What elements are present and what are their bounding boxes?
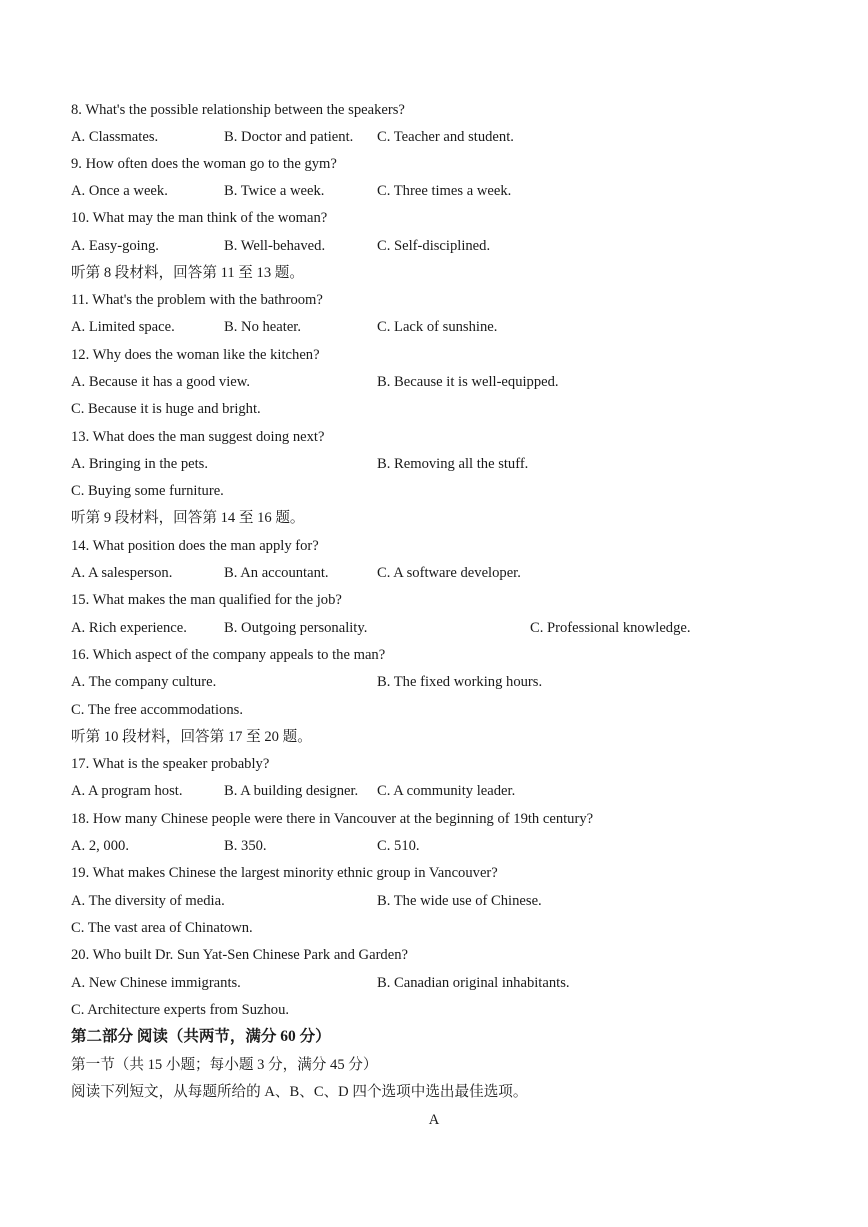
q13-option-a: A. Bringing in the pets. xyxy=(71,456,209,472)
question-16: 16. Which aspect of the company appeals to the man? xyxy=(71,647,386,663)
section-1-title: 第一节（共 15 小题；每小题 3 分，满分 45 分） xyxy=(71,1057,378,1073)
q8-option-c: C. Teacher and student. xyxy=(377,129,514,145)
q10-option-c: C. Self-disciplined. xyxy=(377,238,491,254)
q14-option-c: C. A software developer. xyxy=(377,565,521,581)
question-12: 12. Why does the woman like the kitchen? xyxy=(71,347,320,363)
q19-option-a: A. The diversity of media. xyxy=(71,893,225,909)
q11-option-a: A. Limited space. xyxy=(71,319,175,335)
q18-option-b: B. 350. xyxy=(224,838,267,854)
q19-option-b: B. The wide use of Chinese. xyxy=(377,893,542,909)
q18-option-a: A. 2, 000. xyxy=(71,838,129,854)
q14-option-b: B. An accountant. xyxy=(224,565,329,581)
q17-option-c: C. A community leader. xyxy=(377,783,516,799)
question-19: 19. What makes Chinese the largest minority ethnic group in Vancouver? xyxy=(71,865,498,881)
q13-option-c: C. Buying some furniture. xyxy=(71,483,224,499)
q17-option-a: A. A program host. xyxy=(71,783,183,799)
question-9: 9. How often does the woman go to the gym? xyxy=(71,156,337,172)
question-18: 18. How many Chinese people were there in Vancouver at the beginning of 19th century? xyxy=(71,811,594,827)
question-17: 17. What is the speaker probably? xyxy=(71,756,270,772)
q20-option-a: A. New Chinese immigrants. xyxy=(71,975,241,991)
segment-8-instruction: 听第 8 段材料，回答第 11 至 13 题。 xyxy=(71,265,304,281)
part-2-title: 第二部分 阅读（共两节，满分 60 分） xyxy=(71,1028,331,1045)
question-13: 13. What does the man suggest doing next? xyxy=(71,429,325,445)
q16-option-a: A. The company culture. xyxy=(71,674,217,690)
q9-option-a: A. Once a week. xyxy=(71,183,168,199)
q13-option-b: B. Removing all the stuff. xyxy=(377,456,529,472)
q12-option-a: A. Because it has a good view. xyxy=(71,374,250,390)
q12-option-c: C. Because it is huge and bright. xyxy=(71,401,261,417)
q20-option-c: C. Architecture experts from Suzhou. xyxy=(71,1002,290,1018)
q17-option-b: B. A building designer. xyxy=(224,783,359,799)
q20-option-b: B. Canadian original inhabitants. xyxy=(377,975,570,991)
question-11: 11. What's the problem with the bathroom? xyxy=(71,292,323,308)
q15-option-b: B. Outgoing personality. xyxy=(224,620,368,636)
q19-option-c: C. The vast area of Chinatown. xyxy=(71,920,253,936)
q10-option-a: A. Easy-going. xyxy=(71,238,159,254)
q18-option-c: C. 510. xyxy=(377,838,420,854)
q15-option-a: A. Rich experience. xyxy=(71,620,187,636)
q10-option-b: B. Well-behaved. xyxy=(224,238,326,254)
question-15: 15. What makes the man qualified for the job? xyxy=(71,592,342,608)
q8-option-b: B. Doctor and patient. xyxy=(224,129,354,145)
q16-option-b: B. The fixed working hours. xyxy=(377,674,543,690)
question-10: 10. What may the man think of the woman? xyxy=(71,210,328,226)
question-14: 14. What position does the man apply for? xyxy=(71,538,319,554)
q9-option-b: B. Twice a week. xyxy=(224,183,325,199)
q16-option-c: C. The free accommodations. xyxy=(71,702,243,718)
question-8: 8. What's the possible relationship between the speakers? xyxy=(71,102,405,118)
q15-option-c: C. Professional knowledge. xyxy=(530,620,691,636)
q9-option-c: C. Three times a week. xyxy=(377,183,512,199)
reading-directions: 阅读下列短文，从每题所给的 A、B、C、D 四个选项中选出最佳选项。 xyxy=(71,1084,528,1100)
segment-10-instruction: 听第 10 段材料，回答第 17 至 20 题。 xyxy=(71,729,312,745)
q11-option-b: B. No heater. xyxy=(224,319,302,335)
q8-option-a: A. Classmates. xyxy=(71,129,159,145)
segment-9-instruction: 听第 9 段材料，回答第 14 至 16 题。 xyxy=(71,510,305,526)
q11-option-c: C. Lack of sunshine. xyxy=(377,319,498,335)
q12-option-b: B. Because it is well-equipped. xyxy=(377,374,559,390)
question-20: 20. Who built Dr. Sun Yat-Sen Chinese Park and Garden? xyxy=(71,947,408,963)
passage-label: A xyxy=(428,1112,440,1128)
q14-option-a: A. A salesperson. xyxy=(71,565,173,581)
